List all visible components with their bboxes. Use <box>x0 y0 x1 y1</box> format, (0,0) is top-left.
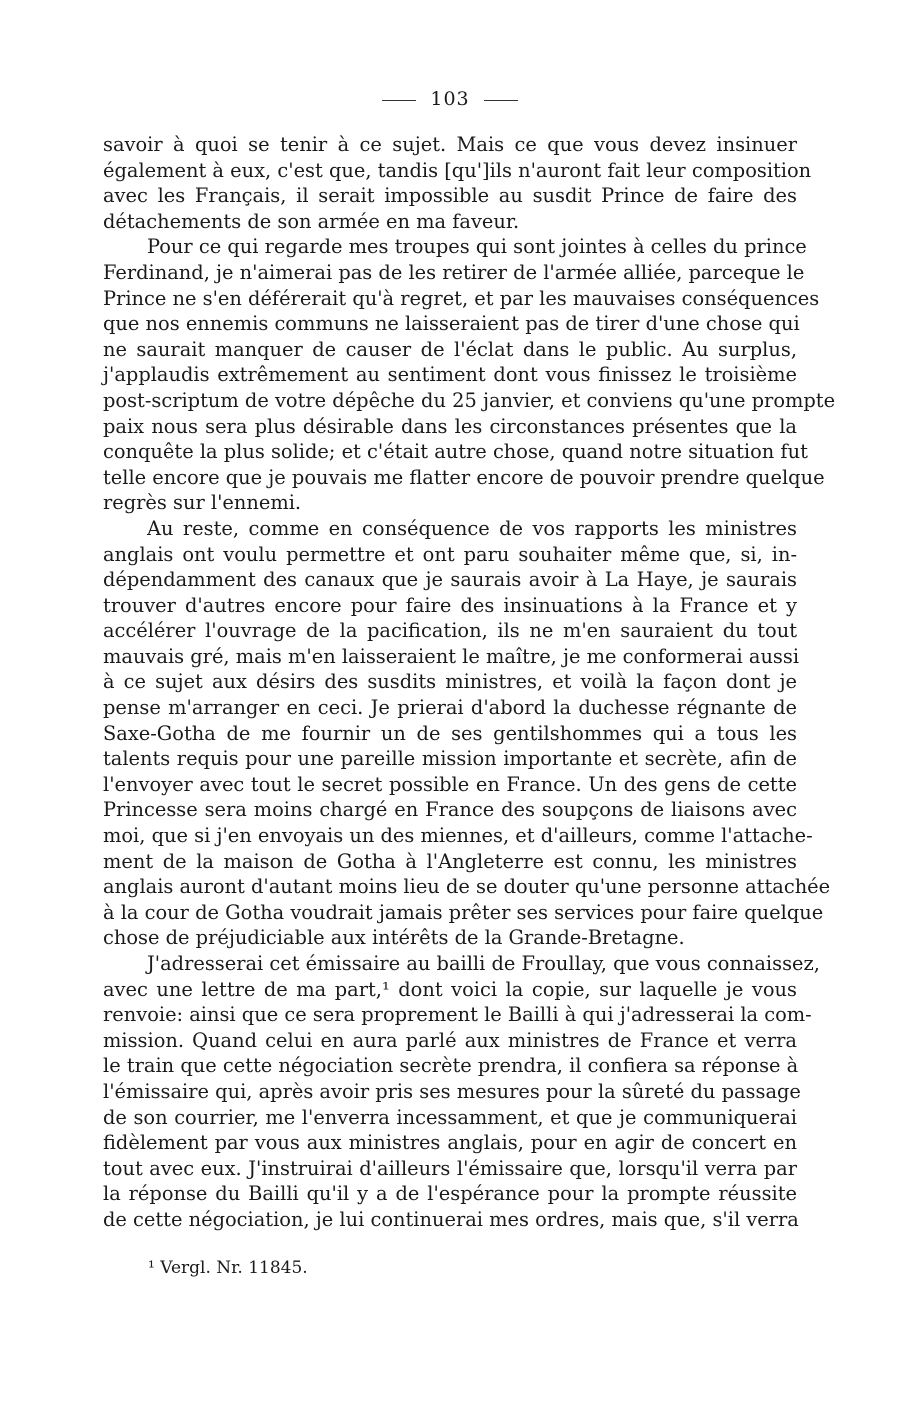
text-line: avec une lettre de ma part,¹ dont voici la copie, sur laquelle je vous <box>103 977 797 1001</box>
body-text <box>103 132 836 1233</box>
text-line: telle encore que je pouvais me flatter encore de pouvoir prendre quelque <box>103 465 825 489</box>
text-line: l'émissaire qui, après avoir pris ses mesures pour la sûreté du passage <box>103 1079 801 1103</box>
text-line: anglais auront d'autant moins lieu de se douter qu'une personne attachée <box>103 875 831 899</box>
text-line: la réponse du Bailli qu'il y a de l'espérance pour la prompte réussite <box>103 1182 797 1206</box>
page-header <box>0 88 900 110</box>
text-line: fidèlement par vous aux ministres anglais, pour en agir de concert en <box>103 1131 797 1155</box>
text-line: conquête la plus solide; et c'était autre chose, quand notre situation fut <box>103 440 808 464</box>
text-line: également à eux, c'est que, tandis [qu']ils n'auront fait leur composition <box>103 158 812 182</box>
text-line: mauvais gré, mais m'en laisseraient le maître, je me conformerai aussi <box>103 644 800 668</box>
text-line: Au reste, comme en conséquence de vos rapports les ministres <box>147 516 797 540</box>
text-line: à la cour de Gotha voudrait jamais prêter ses services pour faire quelque <box>103 900 824 924</box>
text-line: détachements de son armée en ma faveur. <box>103 209 520 233</box>
text-line: anglais ont voulu permettre et ont paru souhaiter même que, si, in- <box>103 542 797 566</box>
text-line: pense m'arranger en ceci. Je prierai d'abord la duchesse régnante de <box>103 696 797 720</box>
text-line: de son courrier, me l'enverra incessamment, et que je communiquerai <box>103 1105 797 1129</box>
header-rule-right <box>484 100 518 101</box>
text-line: Ferdinand, je n'aimerai pas de les retirer de l'armée alliée, parceque le <box>103 260 805 284</box>
text-line: ne saurait manquer de causer de l'éclat dans le public. Au surplus, <box>103 337 797 361</box>
text-line: trouver d'autres encore pour faire des insinuations à la France et y <box>103 593 797 617</box>
text-line: moi, que si j'en envoyais un des miennes, et d'ailleurs, comme l'attache- <box>103 824 813 848</box>
text-line: J'adresserai cet émissaire au bailli de Froullay, que vous connaissez, <box>147 952 820 975</box>
text-line: j'applaudis extrêmement au sentiment dont vous finissez le troisième <box>103 363 797 387</box>
footnote-text: Vergl. Nr. 11845. <box>160 1258 308 1278</box>
text-line: chose de préjudiciable aux intérêts de la Grande-Bretagne. <box>103 926 685 950</box>
text-line: mission. Quand celui en aura parlé aux ministres de France et verra <box>103 1028 797 1052</box>
footnote <box>148 1258 308 1278</box>
text-line: ment de la maison de Gotha à l'Angleterre est connu, les ministres <box>103 849 797 873</box>
text-line: que nos ennemis communs ne laisseraient pas de tirer d'une chose qui <box>103 312 800 336</box>
text-line: accélérer l'ouvrage de la pacification, ils ne m'en sauraient du tout <box>103 619 797 643</box>
text-line: Saxe-Gotha de me fournir un de ses gentilshommes qui a tous les <box>103 721 797 745</box>
text-line: à ce sujet aux désirs des susdits ministres, et voilà la façon dont je <box>103 670 797 694</box>
text-line: Prince ne s'en déférerait qu'à regret, et par les mauvaises conséquences <box>103 286 820 310</box>
text-line: savoir à quoi se tenir à ce sujet. Mais ce que vous devez insinuer <box>103 133 797 156</box>
text-line: talents requis pour une pareille mission importante et secrète, afin de <box>103 747 797 771</box>
text-line: regrès sur l'ennemi. <box>103 491 302 515</box>
text-line: dépendamment des canaux que je saurais avoir à La Haye, je saurais <box>103 568 797 592</box>
footnote-marker: ¹ <box>148 1258 155 1278</box>
text-line: de cette négociation, je lui continuerai mes ordres, mais que, s'il verra <box>103 1207 799 1231</box>
text-line: renvoie: ainsi que ce sera proprement le Bailli à qui j'adresserai la com- <box>103 1003 812 1027</box>
text-line: l'envoyer avec tout le secret possible en France. Un des gens de cette <box>103 772 797 796</box>
text-line: le train que cette négociation secrète prendra, il confiera sa réponse à <box>103 1054 799 1078</box>
text-line: Princesse sera moins chargé en France des soupçons de liaisons avec <box>103 798 797 822</box>
text-line: post-scriptum de votre dépêche du 25 janvier, et conviens qu'une prompte <box>103 388 836 412</box>
text-line: paix nous sera plus désirable dans les circonstances présentes que la <box>103 414 797 438</box>
page-number: 103 <box>430 88 470 110</box>
text-line: tout avec eux. J'instruirai d'ailleurs l'émissaire que, lorsqu'il verra par <box>103 1156 797 1180</box>
text-line: Pour ce qui regarde mes troupes qui sont jointes à celles du prince <box>147 235 807 259</box>
text-line: avec les Français, il serait impossible au susdit Prince de faire des <box>103 184 797 208</box>
header-rule-left <box>382 100 416 101</box>
